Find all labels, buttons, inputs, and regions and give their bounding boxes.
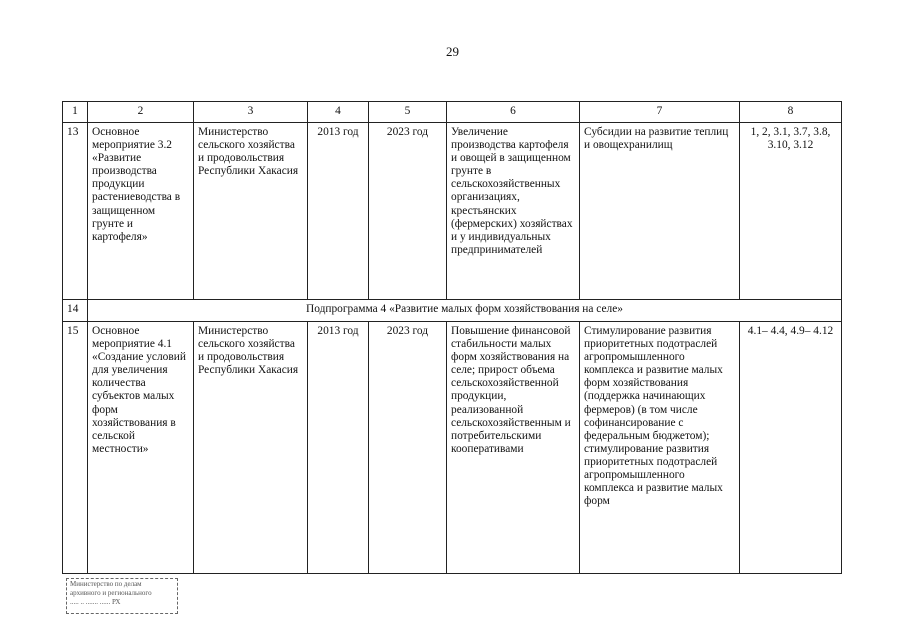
header-row xyxy=(63,102,842,123)
start-year: 2013 год xyxy=(308,322,369,574)
measure-name: Основное мероприятие 3.2 «Развитие производства продукции растениеводства в защищенном грунте и картофеля» xyxy=(88,123,194,300)
executor: Министерство сельского хозяйства и продовольствия Республики Хакасия xyxy=(194,322,308,574)
header-cell: 1 xyxy=(63,102,88,123)
header-cell: 4 xyxy=(308,102,369,123)
row-number: 15 xyxy=(63,322,88,574)
row-number: 13 xyxy=(63,123,88,300)
indicators: 1, 2, 3.1, 3.7, 3.8, 3.10, 3.12 xyxy=(740,123,842,300)
header-cell: 8 xyxy=(740,102,842,123)
program-table xyxy=(62,101,842,574)
table-row xyxy=(63,123,842,300)
header-cell: 6 xyxy=(447,102,580,123)
subprogram-title: Подпрограмма 4 «Развитие малых форм хозяйствования на селе» xyxy=(88,300,842,322)
subprogram-row xyxy=(63,300,842,322)
stamp-line: ..... .. ....... ...... РХ xyxy=(70,598,121,606)
indicators: 4.1– 4.4, 4.9– 4.12 xyxy=(740,322,842,574)
start-year: 2013 год xyxy=(308,123,369,300)
header-cell: 3 xyxy=(194,102,308,123)
end-year: 2023 год xyxy=(369,123,447,300)
archive-stamp xyxy=(66,578,178,614)
row-number: 14 xyxy=(63,300,88,322)
main-directions: Субсидии на развитие теплиц и овощехранилищ xyxy=(580,123,740,300)
expected-result: Повышение финансовой стабильности малых форм хозяйствования на селе; прирост объема сельскохозяйственной продукции, реализованной сельскохозяйственным и потребительскими кооперативами xyxy=(447,322,580,574)
stamp-line: Министерство по делам xyxy=(70,580,142,588)
expected-result: Увеличение производства картофеля и овощей в защищенном грунте в сельскохозяйственных организациях, крестьянских (фермерских) хозяйствах и у индивидуальных предпринимателей xyxy=(447,123,580,300)
header-cell: 7 xyxy=(580,102,740,123)
header-cell: 5 xyxy=(369,102,447,123)
executor: Министерство сельского хозяйства и продовольствия Республики Хакасия xyxy=(194,123,308,300)
end-year: 2023 год xyxy=(369,322,447,574)
measure-name: Основное мероприятие 4.1 «Создание условий для увеличения количества субъектов малых форм хозяйствования в сельской местности» xyxy=(88,322,194,574)
table-row xyxy=(63,322,842,574)
stamp-line: архивного и регионального xyxy=(70,589,152,597)
main-directions: Стимулирование развития приоритетных подотраслей агропромышленного комплекса и развитие малых форм хозяйствования (поддержка начинающих фермеров) (в том числе софинансирование с федеральным бюджетом); стимулирование развития приоритетных подотраслей агропромышленного комплекса и развитие малых форм xyxy=(580,322,740,574)
page-number: 29 xyxy=(446,44,459,59)
header-cell: 2 xyxy=(88,102,194,123)
